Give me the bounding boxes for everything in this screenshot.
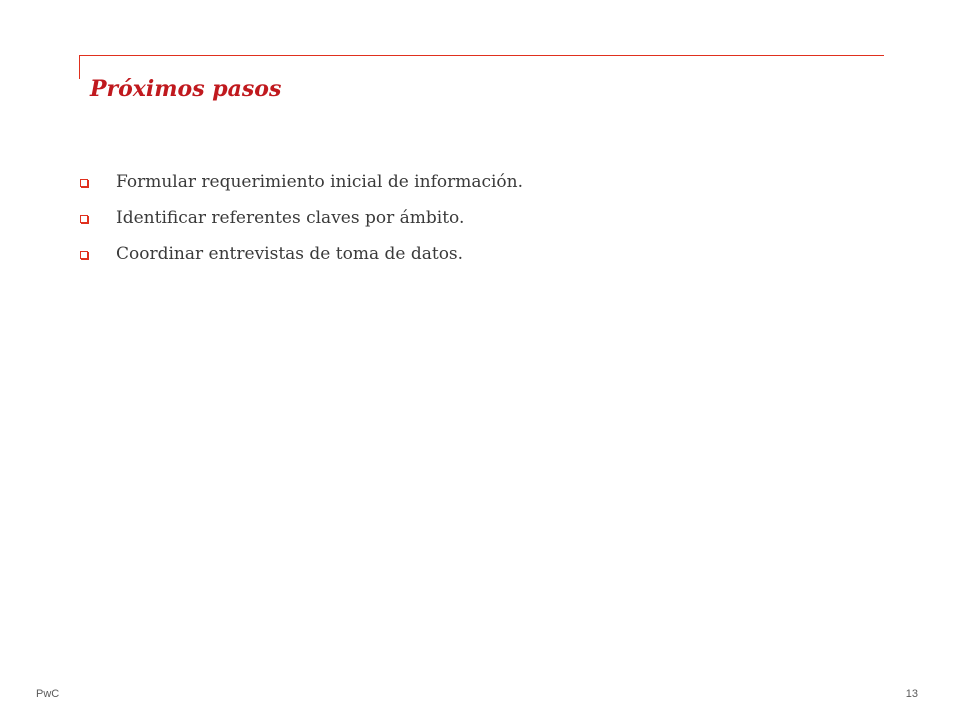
- footer-brand: PwC: [36, 688, 60, 700]
- bullet-item: [80, 170, 523, 206]
- header-rule-left: [79, 55, 80, 79]
- bullet-text: Formular requerimiento inicial de información.: [116, 172, 524, 192]
- slide-title: Próximos pasos: [90, 76, 282, 102]
- bullet-list: [80, 170, 523, 278]
- bullet-item: [80, 242, 523, 278]
- bullet-text: Coordinar entrevistas de toma de datos.: [116, 244, 464, 264]
- bullet-item: [80, 206, 523, 242]
- checkbox-bullet-icon: [80, 251, 88, 259]
- checkbox-bullet-icon: [80, 179, 88, 187]
- checkbox-bullet-icon: [80, 215, 88, 223]
- header-rule-top: [79, 55, 884, 56]
- bullet-text: Identificar referentes claves por ámbito.: [116, 208, 465, 228]
- page-number: 13: [905, 688, 918, 700]
